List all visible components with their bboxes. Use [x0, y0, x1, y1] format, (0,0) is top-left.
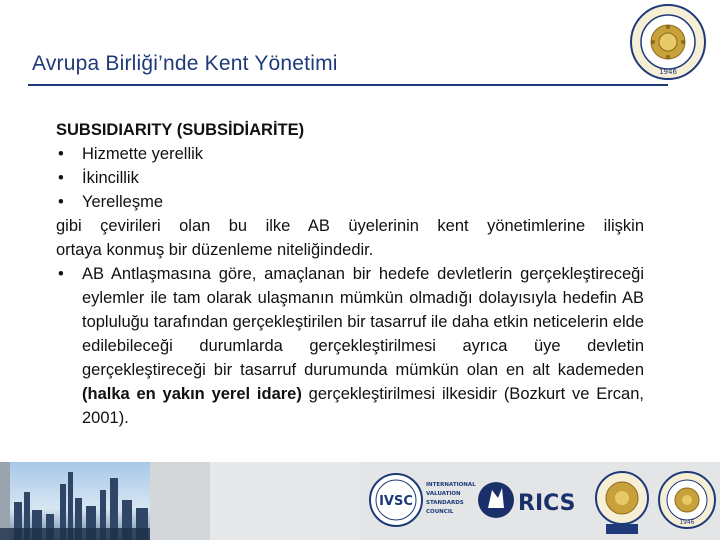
footer-banner	[0, 462, 720, 540]
paragraph-line: ortaya konmuş bir düzenleme niteliğindedir.	[56, 241, 374, 259]
rics-text: RICS	[518, 491, 576, 516]
bullet: •	[58, 169, 64, 187]
seal-year: 1946	[679, 519, 695, 526]
rics-logo-icon	[472, 468, 582, 534]
ankara-university-seal-icon	[628, 2, 708, 82]
ivsc-text-line: VALUATION	[426, 491, 461, 497]
ankara-university-seal-icon	[656, 466, 718, 536]
list-item-text: İkincillik	[82, 169, 139, 187]
section-heading: SUBSIDIARITY (SUBSİDİARİTE)	[56, 121, 305, 139]
title-divider	[28, 84, 668, 86]
ivsc-text-line: INTERNATIONAL	[426, 482, 476, 488]
ivsc-mark: IVSC	[379, 494, 413, 509]
list-item	[56, 142, 644, 166]
paragraph-line: gibi çevirileri olan bu ilke AB üyelerinin kent yönetimlerine ilişkin	[56, 217, 644, 235]
university-seal-icon	[592, 466, 652, 536]
ivsc-logo-icon	[362, 466, 482, 532]
seal-year: 1946	[659, 68, 677, 76]
main-bullet-paragraph	[56, 262, 644, 430]
ivsc-text-line: STANDARDS	[426, 500, 464, 506]
main-bullet-text: AB Antlaşmasına göre, amaçlanan bir hedefe devletlerin gerçekleştireceği eylemler ile tam olarak ulaşmanın mümkün olmadığı dolayısıyla hedefin AB topluluğu tarafından gerçekleştirilen bir tasarruf ile daha etkin neticelerin elde edilebileceği durumlarda gerçekleştirilmesi ayrıca üye devletin gerçekleştireceği bir tasarruf durumunda mümkün olan en alt kademeden	[82, 265, 644, 379]
bullet: •	[58, 145, 64, 163]
bullet: •	[58, 193, 64, 211]
content-body	[56, 118, 644, 430]
main-bullet-emphasis: (halka en yakın yerel idare)	[82, 385, 302, 403]
list-item-text: Hizmette yerellik	[82, 145, 204, 163]
main-bullet-text-end: gerçekleştirilmesi ilkesidir (Bozkurt ve Ercan, 2001).	[82, 385, 644, 427]
footer-panel	[210, 462, 360, 540]
list-item	[56, 190, 644, 214]
bullet: •	[58, 265, 64, 283]
footer-panel	[150, 462, 210, 540]
ivsc-text-line: COUNCIL	[426, 509, 454, 515]
list-item	[56, 166, 644, 190]
list-item-text: Yerelleşme	[82, 193, 164, 211]
city-skyline-image	[0, 462, 150, 540]
page-title: Avrupa Birliği’nde Kent Yönetimi	[32, 52, 338, 75]
